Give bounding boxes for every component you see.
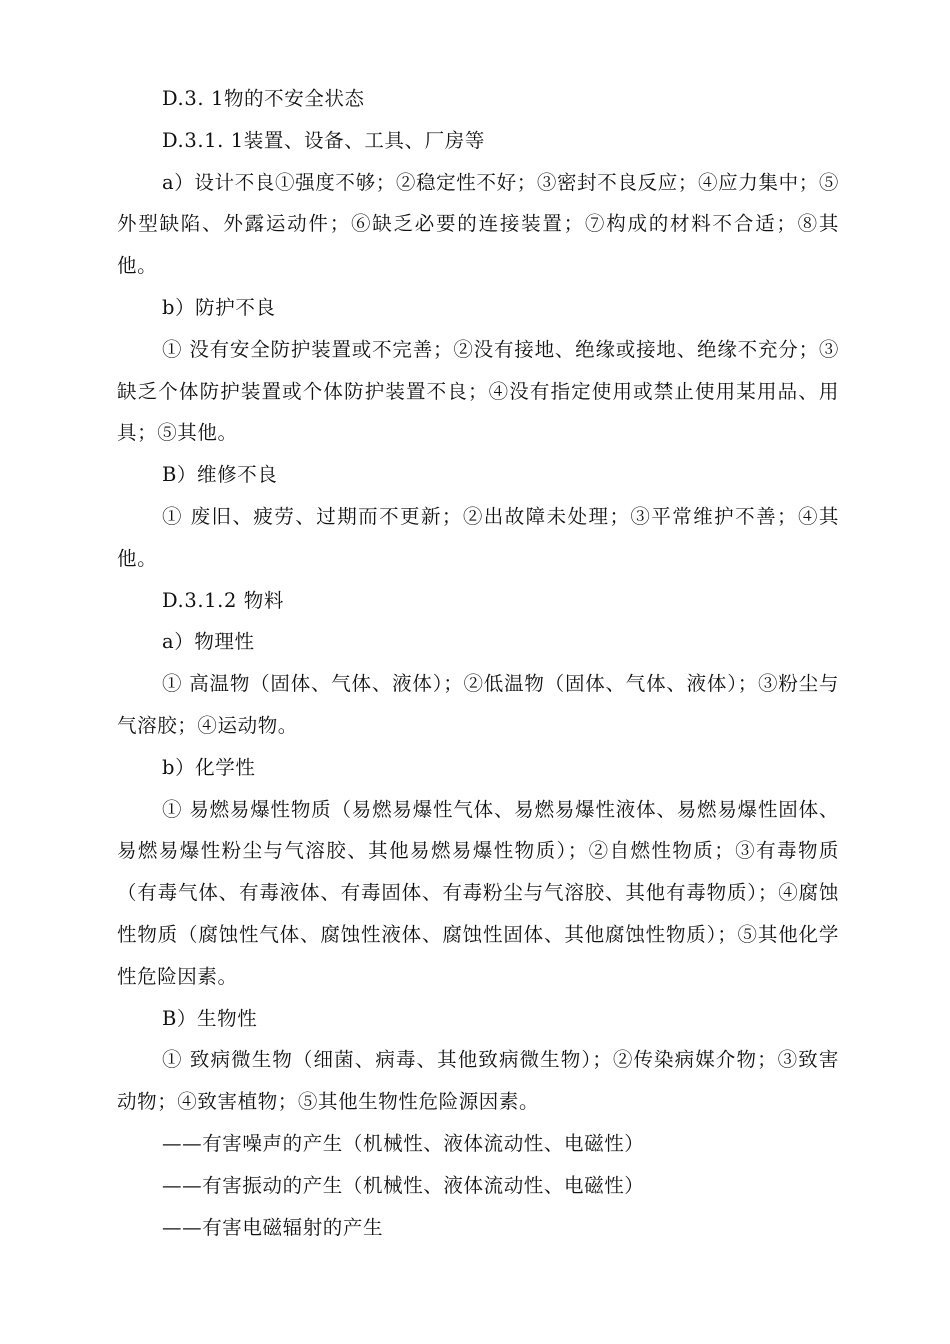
list-item-vibration: ——有害振动的产生（机械性、液体流动性、电磁性） — [162, 1173, 645, 1197]
item-design-defects: a）设计不良①强度不够；②稳定性不好；③密封不良反应；④应力集中；⑤外型缺陷、外露运动件；⑥缺乏必要的连接装置；⑦构成的材料不合适；⑧其他。 — [117, 170, 839, 278]
subsection-heading-d312: D.3.1.2 物料 — [162, 588, 284, 612]
section-heading-d31: D.3. 1物的不安全状态 — [162, 87, 365, 110]
item-chemical-details: ① 易燃易爆性物质（易燃易爆性气体、易燃易爆性液体、易燃易爆性固体、易燃易爆性粉尘与气溶胶、其他易燃易爆性物质）；②自燃性物质；③有毒物质（有毒气体、有毒液体、有毒固体、有毒粉尘与气溶胶、其他有毒物质）；④腐蚀性物质（腐蚀性气体、腐蚀性液体、腐蚀性固体、其他腐蚀性物质）；⑤其他化学性危险因素。 — [117, 797, 839, 988]
list-item-noise: ——有害噪声的产生（机械性、液体流动性、电磁性） — [162, 1131, 645, 1155]
item-heading-chemical: b）化学性 — [162, 755, 256, 779]
item-heading-poor-maintenance: B）维修不良 — [162, 463, 278, 487]
document-page — [117, 78, 839, 1248]
subsection-heading-d311: D.3.1. 1装置、设备、工具、厂房等 — [162, 128, 485, 152]
item-heading-poor-protection: b）防护不良 — [162, 295, 276, 319]
item-heading-physical: a）物理性 — [162, 630, 255, 654]
item-poor-protection-details: ① 没有安全防护装置或不完善；②没有接地、绝缘或接地、绝缘不充分；③缺乏个体防护装置或个体防护装置不良；④没有指定使用或禁止使用某用品、用具；⑤其他。 — [117, 337, 839, 445]
item-poor-maintenance-details: ① 废旧、疲劳、过期而不更新；②出故障未处理；③平常维护不善；④其他。 — [117, 504, 839, 570]
list-item-em-radiation: ——有害电磁辐射的产生 — [162, 1215, 384, 1239]
item-physical-details: ① 高温物（固体、气体、液体）；②低温物（固体、气体、液体）；③粉尘与气溶胶；④运动物。 — [117, 672, 839, 737]
item-biological-details: ① 致病微生物（细菌、病毒、其他致病微生物）；②传染病媒介物；③致害动物；④致害植物；⑤其他生物性危险源因素。 — [117, 1048, 839, 1114]
item-heading-biological: B）生物性 — [162, 1006, 258, 1030]
